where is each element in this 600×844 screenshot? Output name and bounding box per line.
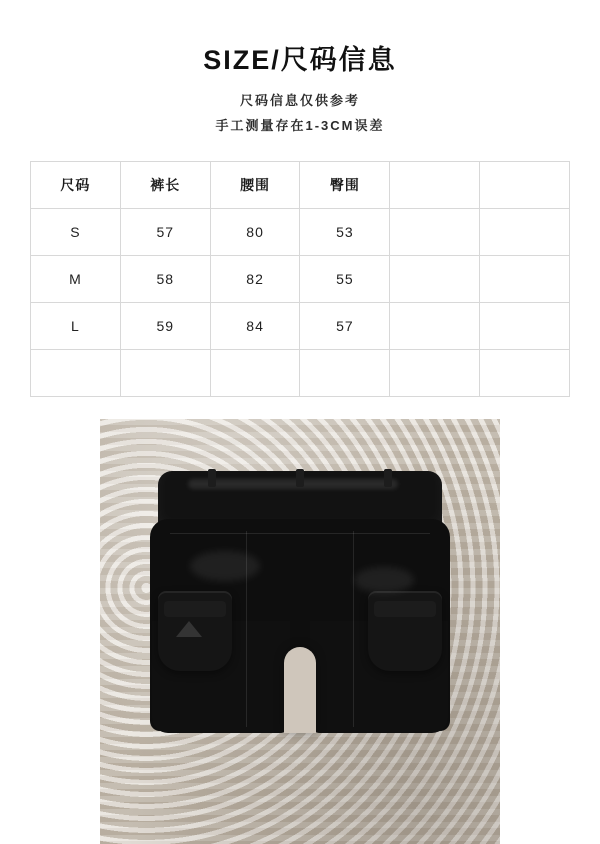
table-cell — [390, 255, 480, 302]
size-table — [30, 161, 570, 397]
subtitle-line-1: 尺码信息仅供参考 — [239, 93, 360, 109]
table-cell — [390, 208, 480, 255]
waistband-highlight — [188, 479, 398, 489]
table-cell: 55 — [300, 255, 390, 302]
pocket-flap — [374, 601, 436, 617]
seam-line — [170, 533, 430, 534]
fabric-highlight — [190, 551, 260, 581]
table-cell: 59 — [120, 302, 210, 349]
table-header-cell — [390, 161, 480, 208]
cargo-pocket-right — [368, 591, 442, 671]
table-header-cell: 裤长 — [120, 161, 210, 208]
pocket-flap — [164, 601, 226, 617]
table-cell: 57 — [300, 302, 390, 349]
table-cell — [480, 255, 570, 302]
table-header-cell: 尺码 — [31, 161, 121, 208]
table-cell — [31, 349, 121, 396]
table-row — [31, 208, 570, 255]
table-cell — [480, 302, 570, 349]
table-cell — [300, 349, 390, 396]
seam-line — [353, 531, 354, 727]
table-cell: 84 — [210, 302, 300, 349]
subtitle — [0, 89, 600, 138]
cargo-pocket-left — [158, 591, 232, 671]
table-cell: 82 — [210, 255, 300, 302]
fabric-highlight — [354, 567, 414, 593]
size-table-wrap — [30, 161, 570, 397]
table-cell: M — [31, 255, 121, 302]
table-cell — [480, 208, 570, 255]
table-header-cell: 臀围 — [300, 161, 390, 208]
belt-loop — [384, 469, 392, 487]
page-title: SIZE/尺码信息 — [203, 45, 397, 75]
header — [0, 0, 600, 139]
table-row — [31, 349, 570, 396]
inseam-gap — [284, 647, 316, 733]
table-cell: 80 — [210, 208, 300, 255]
table-cell: S — [31, 208, 121, 255]
belt-loop — [296, 469, 304, 487]
table-row — [31, 302, 570, 349]
table-cell — [210, 349, 300, 396]
table-header-row — [31, 161, 570, 208]
table-header-cell — [480, 161, 570, 208]
belt-loop — [208, 469, 216, 487]
table-cell — [390, 349, 480, 396]
table-cell: 53 — [300, 208, 390, 255]
table-header-cell: 腰围 — [210, 161, 300, 208]
table-cell: 58 — [120, 255, 210, 302]
table-cell — [480, 349, 570, 396]
table-cell — [390, 302, 480, 349]
table-row — [31, 255, 570, 302]
table-cell: L — [31, 302, 121, 349]
product-photo — [100, 419, 500, 844]
subtitle-line-2: 手工测量存在1-3CM误差 — [215, 118, 385, 134]
table-cell: 57 — [120, 208, 210, 255]
triangle-logo-icon — [176, 621, 202, 637]
table-cell — [120, 349, 210, 396]
cargo-shorts-graphic — [150, 471, 450, 771]
